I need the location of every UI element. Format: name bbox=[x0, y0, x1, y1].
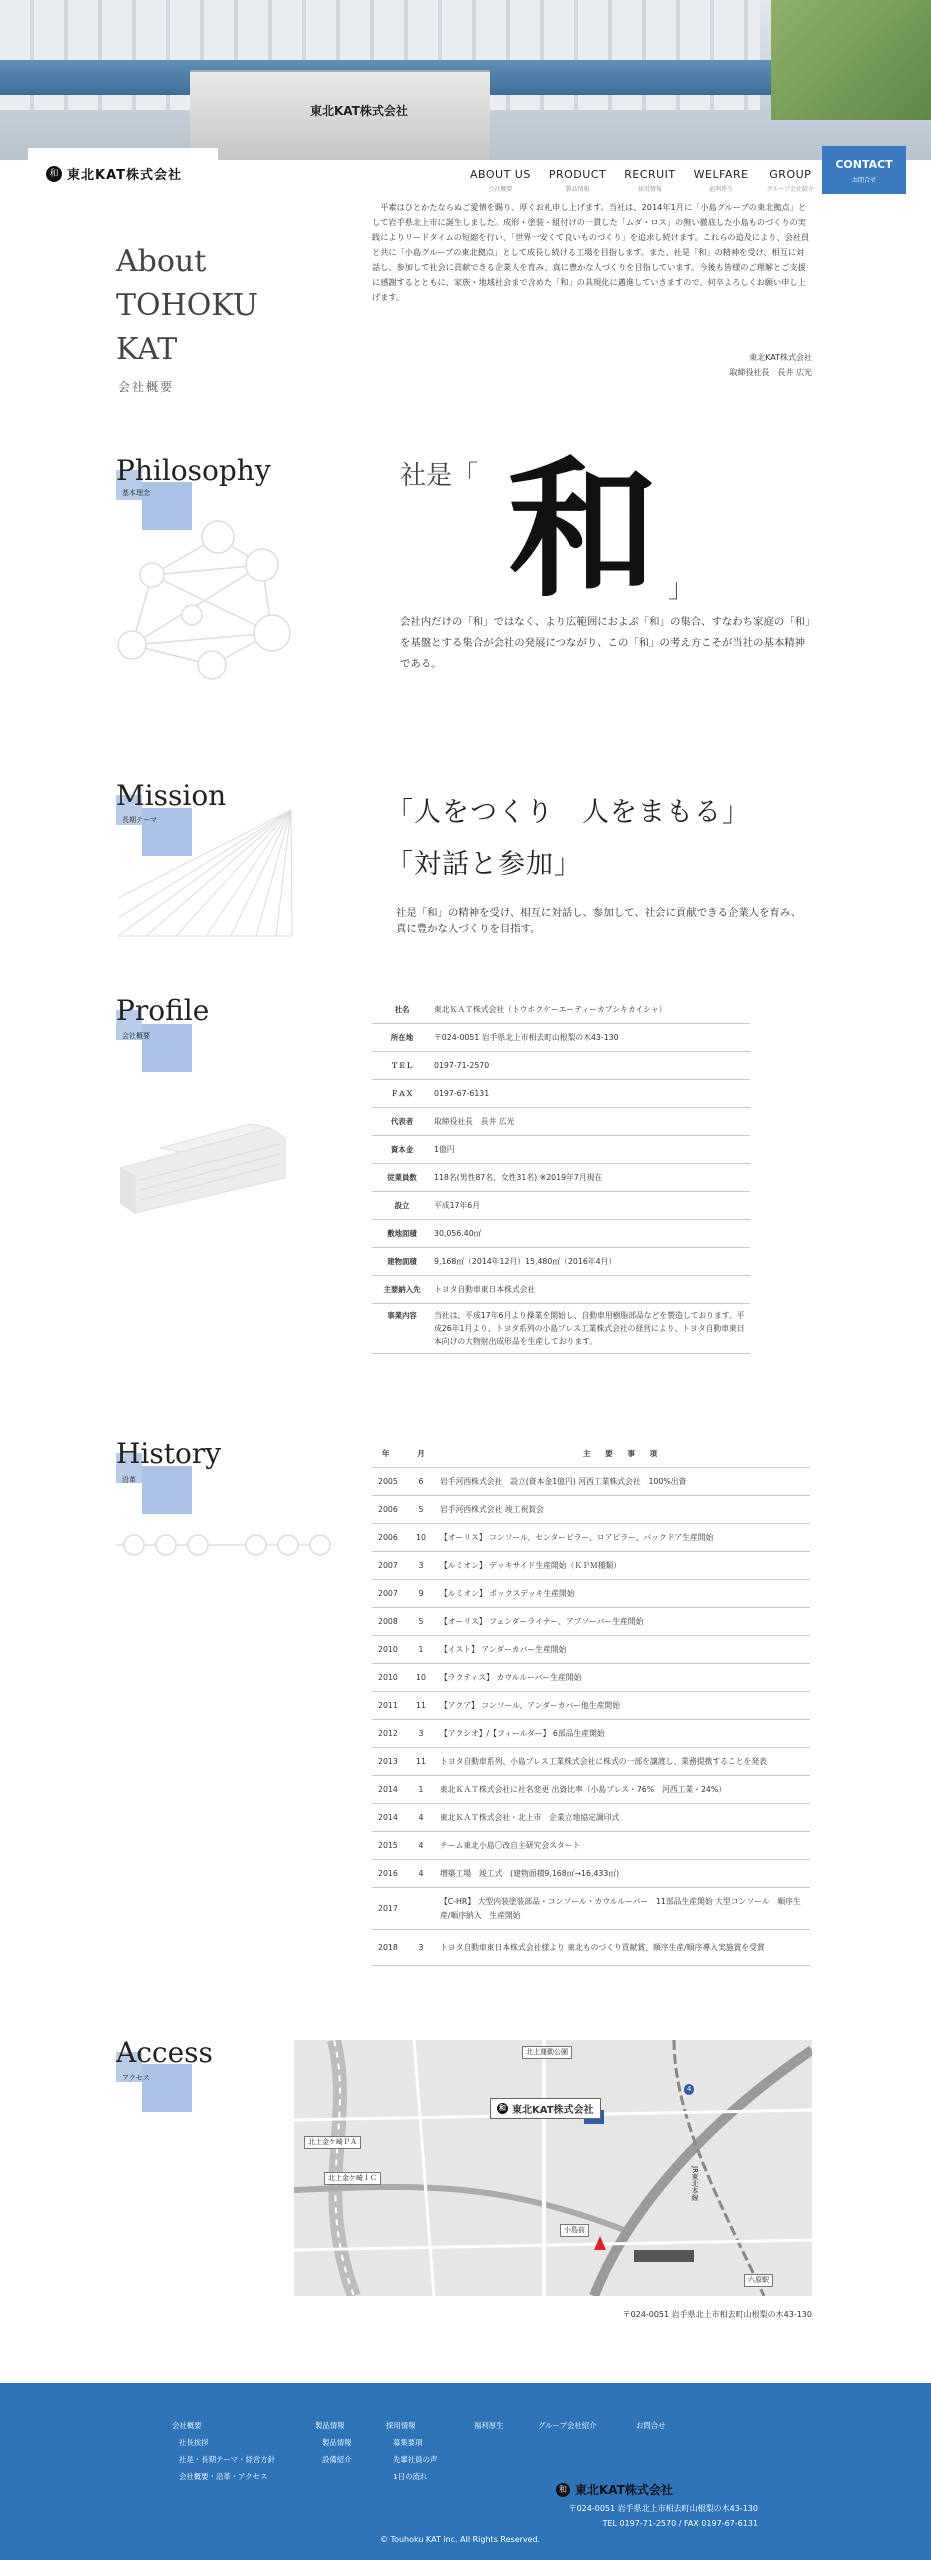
history-year: 2008 bbox=[378, 1617, 398, 1626]
nav-sublabel: 採用情報 bbox=[637, 186, 662, 193]
nav-label: PRODUCT bbox=[548, 168, 607, 181]
calligraphy-wa: 和 bbox=[507, 442, 658, 618]
footer-col-welfare bbox=[474, 2417, 504, 2434]
nav-label: ABOUT US bbox=[470, 168, 531, 181]
footer-logo-text: 東北KAT株式会社 bbox=[575, 2483, 673, 2497]
history-row bbox=[372, 1524, 810, 1552]
footer-link-about[interactable]: 会社概要 bbox=[172, 2421, 202, 2430]
mission-line-2: 「対話と参加」 bbox=[386, 849, 582, 880]
history-year: 2014 bbox=[378, 1785, 398, 1794]
footer-col-about bbox=[172, 2417, 275, 2485]
trees bbox=[771, 0, 931, 120]
title-accent bbox=[142, 2064, 192, 2112]
footer-address: 〒024-0051 岩手県北上市相去町山根梨の木43-130 bbox=[568, 2504, 758, 2513]
nav-about-us[interactable] bbox=[470, 168, 531, 193]
history-row bbox=[372, 1930, 810, 1966]
history-month: 4 bbox=[418, 1813, 424, 1822]
profile-row bbox=[372, 1276, 750, 1304]
profile-value: 30,056.40㎡ bbox=[434, 1229, 482, 1238]
profile-value: 0197-71-2570 bbox=[434, 1061, 490, 1070]
profile-value: 当社は、平成17年6月より操業を開始し、自動車用樹脂部品などを製造しております。平成26年1月より、トヨタ系列の小島プレス工業株式会社の経営により、トヨタ自動車東日本向けの大物射出成形品を生産しております。 bbox=[434, 1311, 745, 1346]
profile-label: 事業内容 bbox=[387, 1311, 417, 1320]
history-row bbox=[372, 1692, 810, 1720]
profile-row bbox=[372, 1136, 750, 1164]
history-title: History bbox=[116, 1437, 222, 1470]
map-label-kojima: 小島前 bbox=[560, 2224, 589, 2237]
history-month: 5 bbox=[418, 1617, 424, 1626]
history-month: 1 bbox=[418, 1645, 424, 1654]
history-year: 2017 bbox=[378, 1904, 398, 1913]
profile-label: 従業員数 bbox=[387, 1173, 417, 1182]
profile-row bbox=[372, 1024, 750, 1052]
history-row bbox=[372, 1720, 810, 1748]
about-title bbox=[116, 240, 258, 372]
profile-label: 建物面積 bbox=[387, 1257, 417, 1266]
profile-label: 設立 bbox=[394, 1201, 410, 1210]
nav-sublabel: 福利厚生 bbox=[709, 186, 734, 193]
profile-label: 敷地面積 bbox=[387, 1229, 417, 1238]
about-signature bbox=[640, 350, 812, 380]
main-nav bbox=[470, 168, 814, 193]
signature-company: 東北KAT株式会社 bbox=[749, 353, 812, 362]
profile-row bbox=[372, 1220, 750, 1248]
map-label-pa: 北上金ケ崎ＰＡ bbox=[304, 2136, 361, 2149]
history-month: 3 bbox=[418, 1943, 424, 1952]
history-event: 【イスト】 アンダーカバー生産開始 bbox=[440, 1644, 567, 1654]
history-event: 【オーリス】 コンソール、センターピラー、ロアピラー、バックドア生産開始 bbox=[440, 1532, 714, 1542]
map-label-route: 4 bbox=[684, 2084, 694, 2095]
map-logo-text: 東北KAT株式会社 bbox=[512, 2105, 594, 2116]
building-illustration bbox=[120, 1118, 290, 1218]
footer bbox=[0, 2383, 931, 2560]
history-year: 2005 bbox=[378, 1477, 398, 1486]
profile-value: 0197-67-6131 bbox=[434, 1089, 490, 1098]
footer-link-day-flow[interactable]: 1日の流れ bbox=[393, 2472, 428, 2481]
nav-recruit[interactable] bbox=[624, 168, 675, 193]
profile-title: Profile bbox=[116, 994, 210, 1027]
history-row bbox=[372, 1776, 810, 1804]
profile-row bbox=[372, 1164, 750, 1192]
map-roads bbox=[294, 2040, 812, 2296]
profile-label: 主要納入先 bbox=[383, 1285, 421, 1294]
history-row bbox=[372, 1664, 810, 1692]
profile-row bbox=[372, 1080, 750, 1108]
profile-row bbox=[372, 1304, 750, 1354]
history-event: トヨタ自動車東日本株式会社様より 東北ものづくり貢献賞、順序生産/順序導入実施賞を受賞 bbox=[440, 1942, 765, 1952]
contact-sublabel: お問合せ bbox=[851, 177, 876, 184]
about-title-line: TOHOKU bbox=[116, 288, 258, 323]
nav-group[interactable] bbox=[767, 168, 815, 193]
wall-sign: 東北KAT株式会社 bbox=[310, 104, 408, 118]
profile-label: 資本金 bbox=[390, 1145, 414, 1154]
nav-label: GROUP bbox=[769, 168, 812, 181]
history-row bbox=[372, 1580, 810, 1608]
map-label-ic: 北上金ケ崎ＩＣ bbox=[324, 2172, 381, 2185]
history-row bbox=[372, 1832, 810, 1860]
footer-logo[interactable] bbox=[556, 2481, 673, 2498]
nav-label: WELFARE bbox=[693, 168, 749, 181]
history-event: 【ルミオン】 ボックスデッキ生産開始 bbox=[440, 1588, 575, 1598]
footer-col-recruit bbox=[386, 2417, 437, 2485]
footer-link-equipment[interactable]: 設備紹介 bbox=[322, 2455, 352, 2464]
history-subtitle: 沿革 bbox=[122, 1476, 136, 1484]
footer-col-product bbox=[315, 2417, 352, 2468]
history-month: 4 bbox=[418, 1869, 424, 1878]
profile-row bbox=[372, 1108, 750, 1136]
access-subtitle: アクセス bbox=[122, 2074, 150, 2082]
nav-sublabel: 会社概要 bbox=[488, 186, 513, 193]
history-month: 3 bbox=[418, 1561, 424, 1570]
footer-col-group bbox=[538, 2417, 597, 2434]
philosophy-heading-close: 」 bbox=[668, 574, 695, 604]
footer-link-voices[interactable]: 先輩社員の声 bbox=[393, 2455, 438, 2464]
philosophy-title: Philosophy bbox=[116, 454, 271, 487]
footer-link-product-info[interactable]: 製品情報 bbox=[322, 2438, 352, 2447]
map-label-station: 六原駅 bbox=[744, 2274, 773, 2287]
history-year: 2010 bbox=[378, 1673, 398, 1682]
hero-image bbox=[0, 0, 931, 160]
nav-product[interactable] bbox=[549, 168, 606, 193]
nav-sublabel: グループ会社紹介 bbox=[766, 186, 815, 193]
map-label-park: 北上運動公園 bbox=[522, 2046, 572, 2059]
footer-link-requirements[interactable]: 募集要項 bbox=[393, 2438, 423, 2447]
profile-label: 所在地 bbox=[390, 1033, 414, 1042]
access-address: 〒024-0051 岩手県北上市相去町山根梨の木43-130 bbox=[622, 2310, 812, 2319]
history-table bbox=[372, 1440, 810, 1966]
profile-label: 社名 bbox=[394, 1005, 410, 1014]
logo-mark-icon: 和 bbox=[46, 166, 62, 182]
philosophy-body: 会社内だけの「和」ではなく、より広範囲におよぶ「和」の集合、すなわち家庭の「和」を基盤とする集合が会社の発展につながり、この「和」の考え方こそが当社の基本精神である。 bbox=[400, 616, 811, 670]
profile-value: 取締役社長 長井 広光 bbox=[434, 1117, 515, 1126]
history-year: 2016 bbox=[378, 1869, 398, 1878]
history-year: 2013 bbox=[378, 1757, 398, 1766]
history-year: 2006 bbox=[378, 1505, 398, 1514]
history-month: 10 bbox=[416, 1673, 426, 1682]
entrance-wall bbox=[190, 70, 490, 160]
history-row bbox=[372, 1608, 810, 1636]
history-event: 増築工場 竣工式 (建物面積9,168㎡→16,433㎡) bbox=[440, 1868, 620, 1878]
profile-row bbox=[372, 996, 750, 1024]
history-event: チーム東北小島〇改自主研究会スタート bbox=[440, 1840, 581, 1850]
about-greeting: 平素はひとかたならぬご愛情を賜り、厚くお礼申し上げます。当社は、2014年1月に「小島グループの東北拠点」として岩手県北上市に誕生しました。成形・塗装・組付けの一貫した「ムダ・ロス」の無い徹底した小島ものづくりの実践によりリードタイムの短縮を行い、「世界一安くて良いものづくり」を追求し続けます。これらの追及により、会社員と共に「小島グループの東北拠点」として成長し続ける工場を目指します。また、社是「和」の精神を受け、相互に対話し、参加して社会に貢献できる企業人を育み、真に豊かな人づくりを目指しています。今後も皆様のご理解とご支援に感謝するとともに、家族・地域社会まで含めた「和」の具現化に邁進していきますので、何卒よろしくお願い申し上げます。 bbox=[372, 202, 810, 302]
footer-address-block bbox=[556, 2501, 758, 2531]
profile-label: ＦＡＸ bbox=[390, 1089, 414, 1098]
history-year: 2007 bbox=[378, 1561, 398, 1570]
map-label-rail: JR東北本線 bbox=[691, 2166, 699, 2201]
access-title: Access bbox=[116, 2036, 213, 2069]
title-accent bbox=[142, 1466, 192, 1514]
footer-link-greeting[interactable]: 社長挨拶 bbox=[179, 2438, 209, 2447]
history-event: 【アクシオ】/【フィールダー】 6部品生産開始 bbox=[440, 1728, 605, 1738]
contact-label: CONTACT bbox=[835, 158, 893, 171]
profile-row bbox=[372, 1052, 750, 1080]
history-year: 2018 bbox=[378, 1943, 398, 1952]
mission-body: 社是「和」の精神を受け、相互に対話し、参加して、社会に貢献できる企業人を育み、真に豊かな人づくりを目指す。 bbox=[396, 907, 802, 935]
profile-value: 1億円 bbox=[434, 1145, 455, 1154]
history-head-month: 月 bbox=[417, 1449, 425, 1458]
profile-row bbox=[372, 1192, 750, 1220]
history-row bbox=[372, 1636, 810, 1664]
footer-link-philosophy[interactable]: 社是・長期テーマ・経営方針 bbox=[179, 2455, 276, 2464]
history-row bbox=[372, 1468, 810, 1496]
footer-link-profile[interactable]: 会社概要・沿革・アクセス bbox=[179, 2472, 268, 2481]
copyright: © Touhoku KAT inc. All Rights Reserved. bbox=[380, 2535, 541, 2544]
history-event: 【アクア】 コンソール、アンダーカバー他生産開始 bbox=[440, 1700, 621, 1710]
footer-link-contact[interactable]: お問合せ bbox=[636, 2421, 666, 2430]
profile-label: 代表者 bbox=[390, 1117, 414, 1126]
history-head-event: 主 要 事 項 bbox=[582, 1449, 664, 1458]
history-month: 10 bbox=[416, 1533, 426, 1542]
access-map[interactable] bbox=[294, 2040, 812, 2296]
nav-label: RECRUIT bbox=[624, 168, 676, 181]
history-year: 2014 bbox=[378, 1813, 398, 1822]
nav-welfare[interactable] bbox=[694, 168, 749, 193]
history-month: 5 bbox=[418, 1505, 424, 1514]
rays-illustration bbox=[116, 808, 296, 938]
footer-link-welfare[interactable]: 福利厚生 bbox=[474, 2421, 504, 2430]
history-year: 2015 bbox=[378, 1841, 398, 1850]
history-month: 4 bbox=[418, 1841, 424, 1850]
history-row bbox=[372, 1860, 810, 1888]
logo-text: 東北KAT株式会社 bbox=[67, 168, 182, 183]
profile-value: 〒024-0051 岩手県北上市相去町山根梨の木43-130 bbox=[434, 1033, 619, 1042]
network-illustration bbox=[112, 515, 302, 685]
history-row bbox=[372, 1552, 810, 1580]
history-row bbox=[372, 1748, 810, 1776]
map-logo-mark-icon: 和 bbox=[499, 2104, 506, 2112]
mission-subtitle: 長期テーマ bbox=[122, 816, 157, 824]
philosophy-heading-open: 社是「 bbox=[400, 461, 479, 491]
history-head-year: 年 bbox=[382, 1449, 390, 1458]
history-event: 【ラクティス】 カウルルーバー生産開始 bbox=[440, 1672, 582, 1682]
history-event: 東北ＫＡＴ株式会社・北上市 企業立地協定調印式 bbox=[440, 1812, 620, 1822]
about-subtitle: 会社概要 bbox=[118, 380, 175, 394]
history-month: 6 bbox=[418, 1477, 424, 1486]
mission-line-1: 「人をつくり 人をまもる」 bbox=[386, 797, 750, 828]
profile-label: ＴＥＬ bbox=[390, 1061, 414, 1070]
signature-person: 取締役社長 長井 広光 bbox=[729, 368, 812, 377]
mission-title: Mission bbox=[116, 779, 227, 812]
history-year: 2007 bbox=[378, 1589, 398, 1598]
history-month: 11 bbox=[416, 1757, 426, 1766]
profile-value: トヨタ自動車東日本株式会社 bbox=[434, 1285, 536, 1294]
profile-table bbox=[372, 996, 750, 1354]
profile-value: 平成17年6月 bbox=[434, 1201, 481, 1210]
history-event: 【ルミオン】 デッキサイド生産開始（ＫＰＭ種類） bbox=[440, 1560, 622, 1570]
contact-button[interactable] bbox=[822, 146, 906, 194]
history-month: 3 bbox=[418, 1729, 424, 1738]
footer-link-product[interactable]: 製品情報 bbox=[315, 2421, 345, 2430]
history-row bbox=[372, 1888, 810, 1930]
footer-col-contact bbox=[636, 2417, 666, 2434]
footer-tel: TEL 0197-71-2570 / FAX 0197-67-6131 bbox=[602, 2519, 758, 2528]
history-year: 2010 bbox=[378, 1645, 398, 1654]
philosophy-subtitle: 基本理念 bbox=[122, 489, 150, 497]
map-company-marker bbox=[490, 2098, 601, 2119]
profile-value: 118名(男性87名、女性31名) ※2019年7月現在 bbox=[434, 1173, 603, 1182]
history-year: 2011 bbox=[378, 1701, 398, 1710]
history-event: 岩手河西株式会社 設立(資本金1億円) 河西工業株式会社 100%出資 bbox=[440, 1476, 687, 1486]
about-title-line: KAT bbox=[116, 332, 178, 367]
history-month: 1 bbox=[418, 1785, 424, 1794]
nav-sublabel: 製品情報 bbox=[565, 186, 590, 193]
site-logo[interactable] bbox=[46, 164, 182, 183]
history-row bbox=[372, 1496, 810, 1524]
profile-subtitle: 会社概要 bbox=[122, 1032, 150, 1040]
footer-logo-mark-icon: 和 bbox=[556, 2483, 570, 2497]
history-year: 2012 bbox=[378, 1729, 398, 1738]
history-event: 【C-HR】 大型内装塗装部品・コンソール・カウルルーバー 11部品生産開始 大型コンソール 順序生産/順序納入 生産開始 bbox=[440, 1896, 801, 1920]
history-header bbox=[372, 1440, 810, 1468]
history-event: 東北ＫＡＴ株式会社に社名変更 出資比率（小島プレス・76% 河西工業・24%） bbox=[440, 1784, 727, 1794]
history-event: トヨタ自動車系列、小島プレス工業株式会社に株式の一部を譲渡し、業務提携することを発表 bbox=[440, 1756, 767, 1766]
history-row bbox=[372, 1804, 810, 1832]
history-month: 9 bbox=[418, 1589, 424, 1598]
history-event: 【オーリス】 フェンダーライナー、アプソーバー生産開始 bbox=[440, 1616, 644, 1626]
timeline-illustration bbox=[116, 1530, 336, 1560]
history-year: 2006 bbox=[378, 1533, 398, 1542]
profile-row bbox=[372, 1248, 750, 1276]
history-month: 11 bbox=[416, 1701, 426, 1710]
history-event: 岩手河西株式会社 竣工祝賀会 bbox=[440, 1504, 544, 1514]
footer-link-recruit[interactable]: 採用情報 bbox=[386, 2421, 416, 2430]
footer-link-group[interactable]: グループ会社紹介 bbox=[538, 2421, 597, 2430]
profile-value: 東北ＫＡＴ株式会社（トウホクケーエーティーカブシキカイシャ） bbox=[434, 1005, 667, 1014]
profile-value: 9,168㎡（2014年12月）15,480㎡（2016年4月） bbox=[434, 1257, 617, 1266]
about-title-line: About bbox=[116, 244, 207, 279]
